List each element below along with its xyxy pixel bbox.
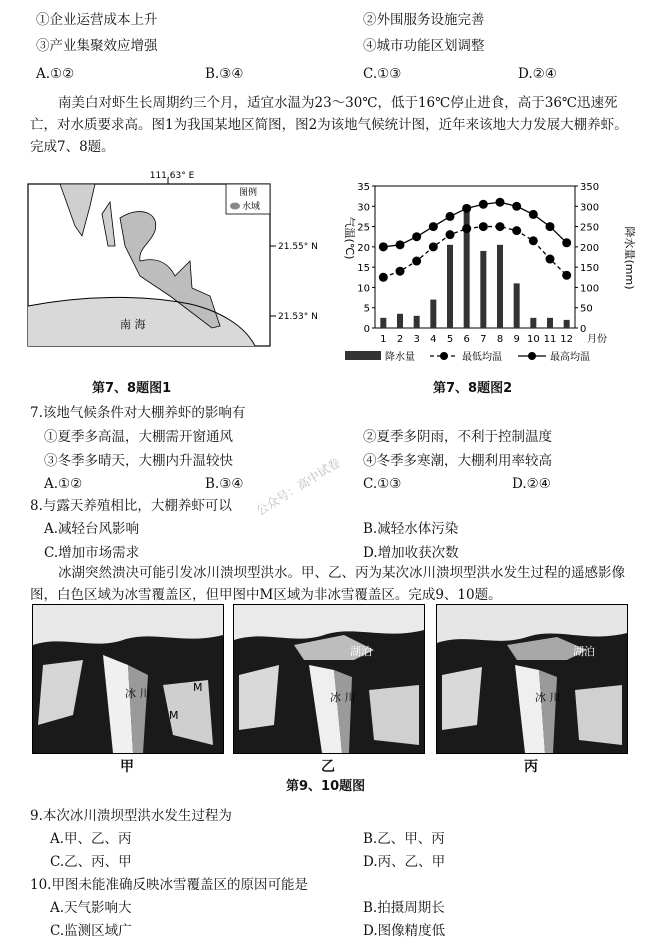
min-temp-point <box>512 226 521 235</box>
max-temp-point <box>446 212 455 221</box>
precip-bar <box>414 316 420 328</box>
x-tick-label: 11 <box>543 334 557 345</box>
precip-bar <box>547 318 553 328</box>
q7-stem: 7.该地气候条件对大棚养虾的影响有 <box>30 405 246 421</box>
x-tick-label: 1 <box>380 334 387 345</box>
legend-precip-label: 降水量 <box>385 352 415 363</box>
q9-choice-b: B.乙、甲、丙 <box>363 831 445 847</box>
precip-bar <box>564 320 570 328</box>
q9-stem: 9.本次冰川溃坝型洪水发生过程为 <box>30 808 232 824</box>
q7-choice-c: C.①③ <box>363 476 402 492</box>
precip-bar <box>380 318 386 328</box>
max-temp-point <box>462 204 471 213</box>
max-temp-point <box>529 210 538 219</box>
left-tick-label: 20 <box>357 242 370 254</box>
x-tick-label: 9 <box>513 334 520 345</box>
right-tick-label: 100 <box>580 283 600 295</box>
q10-choice-c: C.监测区域广 <box>50 923 132 939</box>
q10-choice-a: A.天气影响大 <box>50 900 132 916</box>
q10-stem: 10.甲图未能准确反映冰雪覆盖区的原因可能是 <box>30 877 308 893</box>
bing-lake-label: 湖泊 <box>573 645 595 658</box>
x-tick-label: 12 <box>560 334 574 345</box>
x-tick-label: 5 <box>446 334 454 345</box>
max-temp-point <box>479 200 488 209</box>
q6-option-4: ④城市功能区划调整 <box>363 38 485 54</box>
q6-choice-a: A.①② <box>36 66 75 82</box>
photo-label-jia: 甲 <box>120 759 134 775</box>
min-temp-point <box>462 224 471 233</box>
precip-bar <box>447 245 453 328</box>
max-temp-point <box>379 242 388 251</box>
max-temp-point <box>562 238 571 247</box>
x-tick-label: 2 <box>396 334 404 345</box>
right-tick-label: 300 <box>580 202 600 214</box>
figure-2-caption: 第7、8题图2 <box>433 381 513 396</box>
right-tick-label: 0 <box>580 324 587 335</box>
precip-bar <box>397 314 403 328</box>
q6-option-2: ②外围服务设施完善 <box>363 12 485 28</box>
q10-choice-d: D.图像精度低 <box>363 923 446 939</box>
q7-option-2: ②夏季多阴雨，不利于控制温度 <box>363 429 552 445</box>
photo-label-bing: 丙 <box>524 759 538 775</box>
yi-glacier-label: 冰 川 <box>330 691 356 704</box>
photo-label-yi: 乙 <box>321 759 335 775</box>
jia-m-label-2: M <box>169 709 179 722</box>
q6-option-1: ①企业运营成本上升 <box>36 12 158 28</box>
q9-choice-d: D.丙、乙、甲 <box>363 854 446 870</box>
max-temp-point <box>546 222 555 231</box>
watermark: 公众号：高中试卷 <box>253 455 343 519</box>
q8-choice-d: D.增加收获次数 <box>363 545 459 561</box>
q7-choice-a: A.①② <box>44 476 83 492</box>
x-tick-label: 10 <box>526 334 540 345</box>
jia-m-label-1: M <box>193 681 203 694</box>
left-tick-label: 25 <box>357 222 370 234</box>
legend-min-dot <box>440 352 448 360</box>
remote-image-yi <box>233 604 425 754</box>
plot-frame <box>375 186 575 328</box>
remote-image-jia <box>32 604 224 754</box>
left-tick-label: 0 <box>363 324 370 335</box>
q7-option-3: ③冬季多晴天，大棚内升温较快 <box>44 453 233 469</box>
right-tick-label: 150 <box>580 263 600 275</box>
q8-choice-b: B.减轻水体污染 <box>363 521 459 537</box>
yi-lake-label: 湖泊 <box>350 645 372 658</box>
legend-max-dot <box>528 352 536 360</box>
x-tick-label: 6 <box>463 334 470 345</box>
min-temp-point <box>396 267 405 276</box>
min-temp-point <box>446 230 455 239</box>
map-figure-1 <box>20 166 340 376</box>
min-temp-point <box>562 271 571 280</box>
q8-choice-a: A.减轻台风影响 <box>44 521 140 537</box>
x-tick-label: 3 <box>413 334 420 345</box>
figure-9-10-caption: 第9、10题图 <box>286 779 366 794</box>
jia-glacier-label: 冰 川 <box>125 687 151 700</box>
legend-max-label: 最高均温 <box>550 352 590 363</box>
max-temp-point <box>429 222 438 231</box>
x-tick-label: 8 <box>496 334 504 345</box>
min-temp-point <box>429 242 438 251</box>
q10-choice-b: B.拍摄周期长 <box>363 900 445 916</box>
q7-option-1: ①夏季多高温，大棚需开窗通风 <box>44 429 233 445</box>
q7-choice-b: B.③④ <box>205 476 244 492</box>
max-temp-point <box>496 198 505 207</box>
intro-7-8: 南美白对虾生长周期约三个月，适宜水温为23～30℃，低于16℃停止进食，高于36℃迅速死亡，对水质要求高。图1为我国某地区简图，图2为该地气候统计图，近年来该地大力发展大棚养虾。完成7、8题。 <box>30 95 628 155</box>
precip-bar <box>480 251 486 328</box>
min-temp-point <box>496 222 505 231</box>
left-axis-title: 气温(℃) <box>343 216 356 260</box>
min-temp-point <box>412 257 421 266</box>
precip-bar <box>430 300 436 328</box>
q6-choice-b: B.③④ <box>205 66 244 82</box>
precip-bar <box>530 318 536 328</box>
climate-chart <box>330 176 640 372</box>
min-temp-point <box>379 273 388 282</box>
q6-choice-c: C.①③ <box>363 66 402 82</box>
x-unit-label: 月份 <box>587 334 607 345</box>
bing-glacier-label: 冰 川 <box>535 691 561 704</box>
legend-min-label: 最低均温 <box>462 352 502 363</box>
max-temp-point <box>512 202 521 211</box>
right-tick-label: 350 <box>580 182 600 193</box>
map-latitude-2: 21.53° N <box>278 312 318 322</box>
map-longitude: 111.63° E <box>149 171 195 181</box>
left-tick-label: 15 <box>357 263 370 275</box>
q6-option-3: ③产业集聚效应增强 <box>36 38 158 54</box>
remote-image-bing <box>436 604 628 754</box>
map-legend-water: 水域 <box>242 202 261 212</box>
min-temp-point <box>546 255 555 264</box>
precip-bar <box>497 245 503 328</box>
right-tick-label: 250 <box>580 222 600 234</box>
map-legend-title: 图例 <box>238 188 258 198</box>
q8-stem: 8.与露天养殖相比，大棚养虾可以 <box>30 498 232 514</box>
min-temp-point <box>529 236 538 245</box>
left-tick-label: 5 <box>363 303 370 315</box>
x-tick-label: 4 <box>430 334 437 345</box>
q9-choice-c: C.乙、丙、甲 <box>50 854 132 870</box>
left-tick-label: 10 <box>357 283 370 295</box>
q7-choice-d: D.②④ <box>512 476 551 492</box>
map-sea-label: 南 海 <box>120 318 146 331</box>
q8-choice-c: C.增加市场需求 <box>44 545 140 561</box>
right-tick-label: 50 <box>580 303 593 315</box>
intro-9-10: 冰湖突然溃决可能引发冰川溃坝型洪水。甲、乙、丙为某次冰川溃坝型洪水发生过程的遥感影像图，白色区域为冰雪覆盖区，但甲图中M区域为非冰雪覆盖区。完成9、10题。 <box>30 565 625 603</box>
precip-bar <box>514 283 520 328</box>
right-tick-label: 200 <box>580 242 600 254</box>
q6-choice-d: D.②④ <box>518 66 557 82</box>
left-tick-label: 35 <box>357 182 370 193</box>
left-tick-label: 30 <box>357 202 370 214</box>
legend-precip-swatch <box>345 351 381 360</box>
map-latitude-1: 21.55° N <box>278 242 318 252</box>
figure-1-caption: 第7、8题图1 <box>92 381 172 396</box>
min-temp-point <box>479 222 488 231</box>
right-axis-title: 降水量(mm) <box>623 226 636 290</box>
max-temp-point <box>396 240 405 249</box>
max-temp-point <box>412 232 421 241</box>
q9-choice-a: A.甲、乙、丙 <box>50 831 132 847</box>
x-tick-label: 7 <box>480 334 487 345</box>
q7-option-4: ④冬季多寒潮，大棚利用率较高 <box>363 453 552 469</box>
